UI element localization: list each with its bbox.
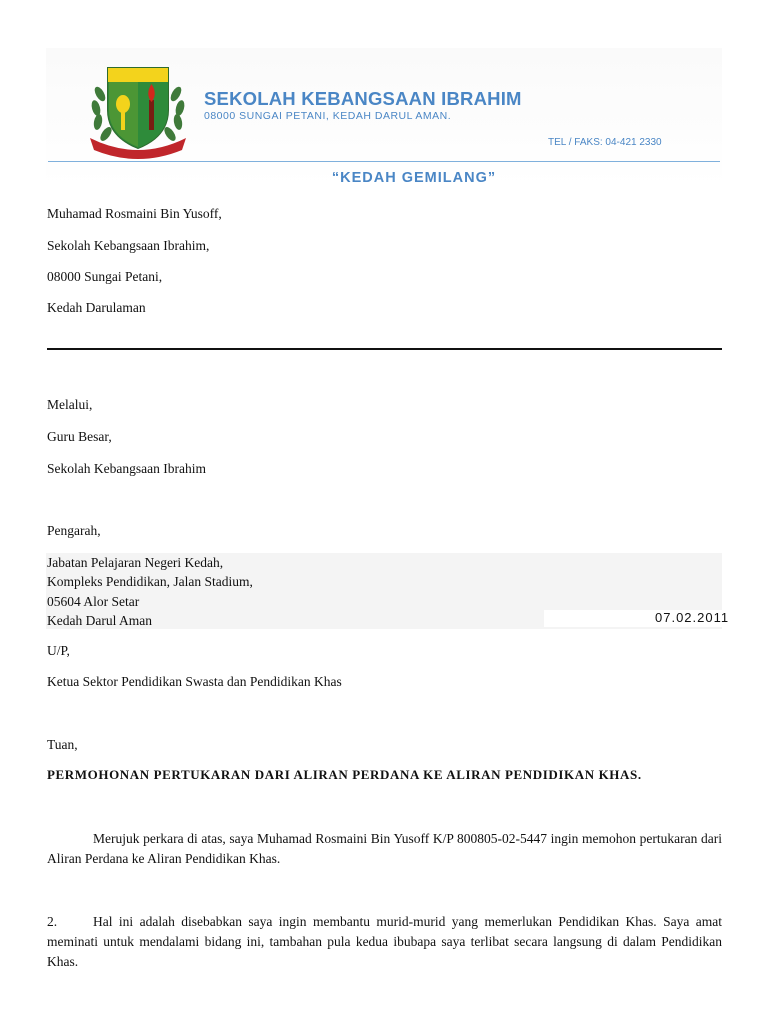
paragraph-1 — [47, 829, 722, 869]
paragraph-2-number: 2. — [47, 914, 58, 929]
recipient-line: 05604 Alor Setar — [47, 594, 140, 609]
recipient-line: Jabatan Pelajaran Negeri Kedah, — [47, 555, 224, 570]
via-label: Melalui, — [47, 397, 93, 412]
school-crest-icon — [86, 64, 190, 160]
sender-state: Kedah Darulaman — [47, 300, 146, 315]
attention-name: Ketua Sektor Pendidikan Swasta dan Pendidikan Khas — [47, 674, 342, 689]
letterhead-divider — [48, 161, 720, 162]
recipient-line: Kedah Darul Aman — [47, 613, 152, 628]
paragraph-2 — [47, 912, 722, 972]
via-school: Sekolah Kebangsaan Ibrahim — [47, 461, 206, 476]
recipient-line: Kompleks Pendidikan, Jalan Stadium, — [47, 574, 253, 589]
school-address: 08000 SUNGAI PETANI, KEDAH DARUL AMAN. — [204, 110, 452, 122]
sender-name: Muhamad Rosmaini Bin Yusoff, — [47, 206, 222, 221]
sender-school: Sekolah Kebangsaan Ibrahim, — [47, 238, 210, 253]
sender-city: 08000 Sungai Petani, — [47, 269, 163, 284]
salutation: Tuan, — [47, 737, 78, 752]
recipient-title: Pengarah, — [47, 523, 101, 538]
school-name: SEKOLAH KEBANGSAAN IBRAHIM — [204, 88, 522, 109]
attention-label: U/P, — [47, 643, 70, 658]
school-motto: “KEDAH GEMILANG” — [331, 170, 497, 186]
letter-date: 07.02.2011 — [655, 610, 730, 625]
letter-subject: PERMOHONAN PERTUKARAN DARI ALIRAN PERDANA KE ALIRAN PENDIDIKAN KHAS. — [47, 767, 642, 782]
paragraph-2-text: Hal ini adalah disebabkan saya ingin membantu murid-murid yang memerlukan Pendidikan Khas. Saya amat meminati untuk mendalami bidang ini, tambahan pula kedua ibubapa saya terlibat secara langsung di dalam Pendidikan Khas. — [47, 914, 722, 969]
via-title: Guru Besar, — [47, 429, 112, 444]
school-telephone: TEL / FAKS: 04-421 2330 — [548, 137, 662, 148]
section-divider — [47, 348, 722, 350]
paragraph-1-text: Merujuk perkara di atas, saya Muhamad Rosmaini Bin Yusoff K/P 800805-02-5447 ingin memohon pertukaran dari Aliran Perdana ke Aliran Pendidikan Khas. — [47, 831, 722, 866]
